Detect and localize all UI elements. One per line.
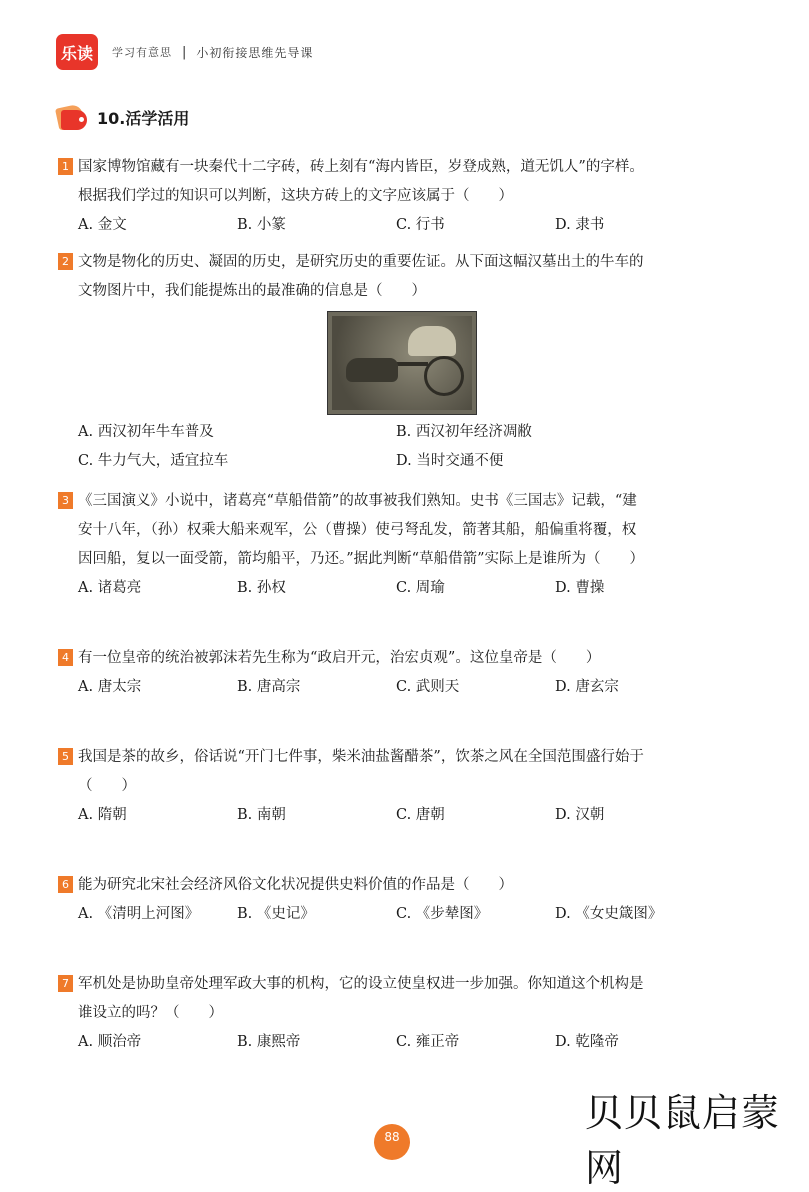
option-d[interactable]: D. 隶书 [555,217,605,233]
option-c[interactable]: C. 行书 [396,217,445,233]
options-row [58,418,738,447]
options-row [58,211,738,240]
option-d[interactable]: D. 《女史箴图》 [555,906,663,922]
option-a[interactable]: A. 顺治帝 [78,1034,142,1050]
question-text: 安十八年，（孙）权乘大船来观军，公（曹操）使弓弩乱发，箭著其船，船偏重将覆，权 [78,522,637,538]
question-text: 《三国演义》小说中，诸葛亮“草船借箭”的故事被我们熟知。史书《三国志》记载，“建 [78,493,637,509]
question-number: 6 [58,876,73,893]
question-text: 文物是物化的历史、凝固的历史，是研究历史的重要佐证。从下面这幅汉墓出土的牛车的 [78,254,644,270]
option-a[interactable]: A. 隋朝 [78,807,127,823]
option-b[interactable]: B. 西汉初年经济凋敝 [396,424,532,440]
question-text: 谁设立的吗？（ ） [78,1005,223,1021]
option-c[interactable]: C. 唐朝 [396,807,445,823]
course-name: 小初衔接思维先导课 [196,45,314,60]
option-c[interactable]: C. 《步辇图》 [396,906,489,922]
option-d[interactable]: D. 汉朝 [555,807,605,823]
section-title: 10.活学活用 [97,108,190,128]
option-b[interactable]: B. 《史记》 [237,906,315,922]
options-row [58,801,738,830]
option-a[interactable]: A. 唐太宗 [78,679,142,695]
question-7 [58,970,738,1057]
options-row [58,447,738,476]
question-number: 4 [58,649,73,666]
options-row [58,900,738,929]
question-5 [58,743,738,830]
option-a[interactable]: A. 诸葛亮 [78,580,142,596]
question-1 [58,153,738,240]
options-row [58,574,738,603]
option-b[interactable]: B. 南朝 [237,807,286,823]
question-3 [58,487,738,603]
question-2-options [58,418,738,476]
question-4 [58,644,738,702]
option-d[interactable]: D. 当时交通不便 [396,453,504,469]
section-heading [55,102,189,132]
question-number: 5 [58,748,73,765]
option-a[interactable]: A. 金文 [78,217,127,233]
question-number: 1 [58,158,73,175]
option-d[interactable]: D. 乾隆帝 [555,1034,619,1050]
page-header [56,34,313,70]
question-2 [58,248,738,306]
tag-icon [55,102,89,132]
question-text: 有一位皇帝的统治被郭沫若先生称为“政启开元，治宏贞观”。这位皇帝是（ ） [78,650,601,666]
option-b[interactable]: B. 小篆 [237,217,286,233]
header-separator: | [182,44,187,60]
ox-cart-relic-image [327,311,477,415]
question-6 [58,871,738,929]
options-row [58,1028,738,1057]
page-number: 88 [374,1124,410,1160]
question-text: 我国是茶的故乡，俗话说“开门七件事，柴米油盐酱醋茶”，饮茶之风在全国范围盛行始于 [78,749,644,765]
option-a[interactable]: A. 《清明上河图》 [78,906,200,922]
question-text: 根据我们学过的知识可以判断，这块方砖上的文字应该属于（ ） [78,188,513,204]
option-c[interactable]: C. 雍正帝 [396,1034,460,1050]
option-a[interactable]: A. 西汉初年牛车普及 [78,424,214,440]
question-text: 能为研究北宋社会经济风俗文化状况提供史料价值的作品是（ ） [78,877,513,893]
question-text: 文物图片中，我们能提炼出的最准确的信息是（ ） [78,283,426,299]
option-b[interactable]: B. 唐高宗 [237,679,301,695]
option-c[interactable]: C. 牛力气大，适宜拉车 [78,453,229,469]
question-text: 因回船，复以一面受箭，箭均船平，乃还。”据此判断“草船借箭”实际上是谁所为（ ） [78,551,644,567]
option-b[interactable]: B. 孙权 [237,580,286,596]
brand-slogan: 学习有意思 [112,46,172,59]
question-number: 7 [58,975,73,992]
option-b[interactable]: B. 康熙帝 [237,1034,301,1050]
watermark: 贝贝鼠启蒙网 [585,1091,781,1190]
options-row [58,673,738,702]
question-text: 军机处是协助皇帝处理军政大事的机构，它的设立使皇权进一步加强。你知道这个机构是 [78,976,644,992]
question-text: （ ） [78,778,136,794]
option-d[interactable]: D. 唐玄宗 [555,679,619,695]
option-d[interactable]: D. 曹操 [555,580,605,596]
question-number: 3 [58,492,73,509]
option-c[interactable]: C. 武则天 [396,679,460,695]
question-text: 国家博物馆藏有一块秦代十二字砖，砖上刻有“海内皆臣，岁登成熟，道无饥人”的字样。 [78,159,644,175]
question-number: 2 [58,253,73,270]
brand-logo: 乐读 [56,34,98,70]
option-c[interactable]: C. 周瑜 [396,580,445,596]
